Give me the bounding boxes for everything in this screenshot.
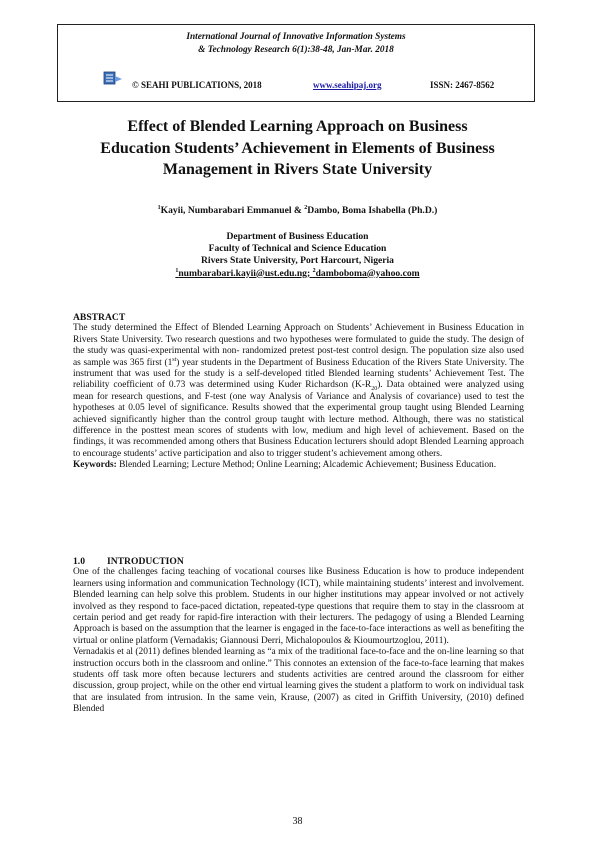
email-1-link[interactable]: numbarabari.kayii@ust.edu.ng [178, 267, 307, 279]
abstract-subscript: 20 [371, 386, 378, 393]
abstract-heading: ABSTRACT [73, 312, 126, 323]
introduction-section [73, 556, 524, 716]
publisher-logo-icon [103, 70, 123, 88]
paper-title [40, 116, 555, 181]
abstract-superscript: st [172, 356, 177, 363]
page-number: 38 [292, 816, 303, 827]
faculty: Faculty of Technical and Science Education [208, 243, 387, 255]
publisher-copyright: © SEAHI PUBLICATIONS, 2018 [132, 80, 262, 90]
keywords-label: Keywords: [73, 460, 117, 471]
journal-header-box [57, 24, 535, 102]
author-2-superscript: 2 [304, 204, 308, 211]
intro-paragraph-2: Vernadakis et al (2011) defines blended learning as “a mix of the traditional face-to-face and the on-line learning so that instruction occurs both in the classroom and online.” This connotes an extension of the face-to-face learning that makes students off task more often because lecturers and students activities are centred around the classroom for either discussion, group project, while on the other end virtual learning gives the student a platform to work on individual task that are insulated from intrusion. In the same vein, Krause, (2007) as cited in Griffith University, (2010) defined Blended [73, 647, 524, 715]
title-line-3: Management in Rivers State University [162, 161, 433, 178]
email-1-superscript: 1 [175, 267, 179, 274]
introduction-heading [73, 556, 524, 567]
author-1: Kayii, Numbarabari Emmanuel & [160, 205, 305, 216]
author-1-superscript: 1 [157, 204, 161, 211]
author-list [0, 205, 595, 216]
publication-info-row [58, 80, 534, 94]
intro-paragraph-1: One of the challenges facing teaching of vocational courses like Business Education is how to produce independent learners using information and communication Technology (ICT), while maintaining students’ interest and involvement. Blended learning can help solve this problem. Students in our higher institutions may appear involved or not actively involved as they respond to face-paced dictation, repeated-type questions that require them to stay in the classroom at certain period and get ready for rapid-fire interaction with their lecturers. The pedagogy of using a Blended Learning Approach is based on the assumption that the learner is engaged in the face-to-face interactions as well as benefiting the virtual or online platform (Vernadakis; Giannousi Derri, Michalopoulos & Kioumourtzoglou, 2011). [73, 567, 524, 646]
abstract-text [73, 323, 524, 460]
issn-number: ISSN: 2467-8562 [430, 80, 495, 90]
journal-url-link[interactable]: www.seahipaj.org [313, 80, 382, 90]
university: Rivers State University, Port Harcourt, Nigeria [201, 255, 394, 267]
author-emails [0, 268, 595, 280]
keywords [73, 460, 524, 471]
keywords-list: Blended Learning; Lecture Method; Online Learning; Alcademic Achievement; Business Education. [116, 460, 497, 471]
author-2: Dambo, Boma Ishabella (Ph.D.) [307, 205, 438, 216]
section-title: INTRODUCTION [107, 556, 184, 567]
abstract-section [73, 312, 524, 472]
email-2-superscript: 2 [312, 267, 316, 274]
section-number: 1.0 [73, 556, 85, 567]
abstract-text-part-2: ) year students in the Department of Business Education of the Rivers State University. The instrument that was used for the study is a self-developed titled Blended learning students’ Achievement Test. The reliability coefficient of 0.73 was determined using Kuder Richardson (K-R [73, 357, 524, 391]
title-line-1: Effect of Blended Learning Approach on Business [127, 118, 468, 135]
department: Department of Business Education [226, 231, 369, 242]
abstract-text-part-1: The study determined the Effect of Blended Learning Approach on Students’ Achievement in Business Education in Rivers State University. Two research questions and two hypotheses were formulated to guide the study. The design of the study was quasi-experimental with non- randomized pretest post-test control design. The population size also used as sample was 365 first (1 [73, 323, 524, 368]
abstract-text-part-3: ). Data obtained were analyzed using mean for research questions, and F-test (one way Analysis of Variance and Analysis of covariance) used to test the hypotheses at 0.05 level of significance. Results showed that the experimental group taught using Blended Learning achieved significantly higher than the control group taught with lecture method. Although, there was no statistical difference in the posttest mean scores of students with low, medium and high level of achievement. Based on the findings, it was recommended among others that Business Education lecturers should adopt Blended Learning approach to encourage students’ active participation and also to trigger student’s achievement among others. [73, 380, 524, 459]
journal-title-line-2: & Technology Research 6(1):38-48, Jan-Mar. 2018 [198, 45, 394, 55]
email-2-link[interactable]: damboboma@yahoo.com [315, 267, 420, 279]
email-separator: ; [306, 267, 313, 279]
affiliation-block [0, 231, 595, 280]
title-line-2: Education Students’ Achievement in Elements of Business [100, 139, 495, 157]
journal-title-line-1: International Journal of Innovative Information Systems [186, 32, 406, 42]
